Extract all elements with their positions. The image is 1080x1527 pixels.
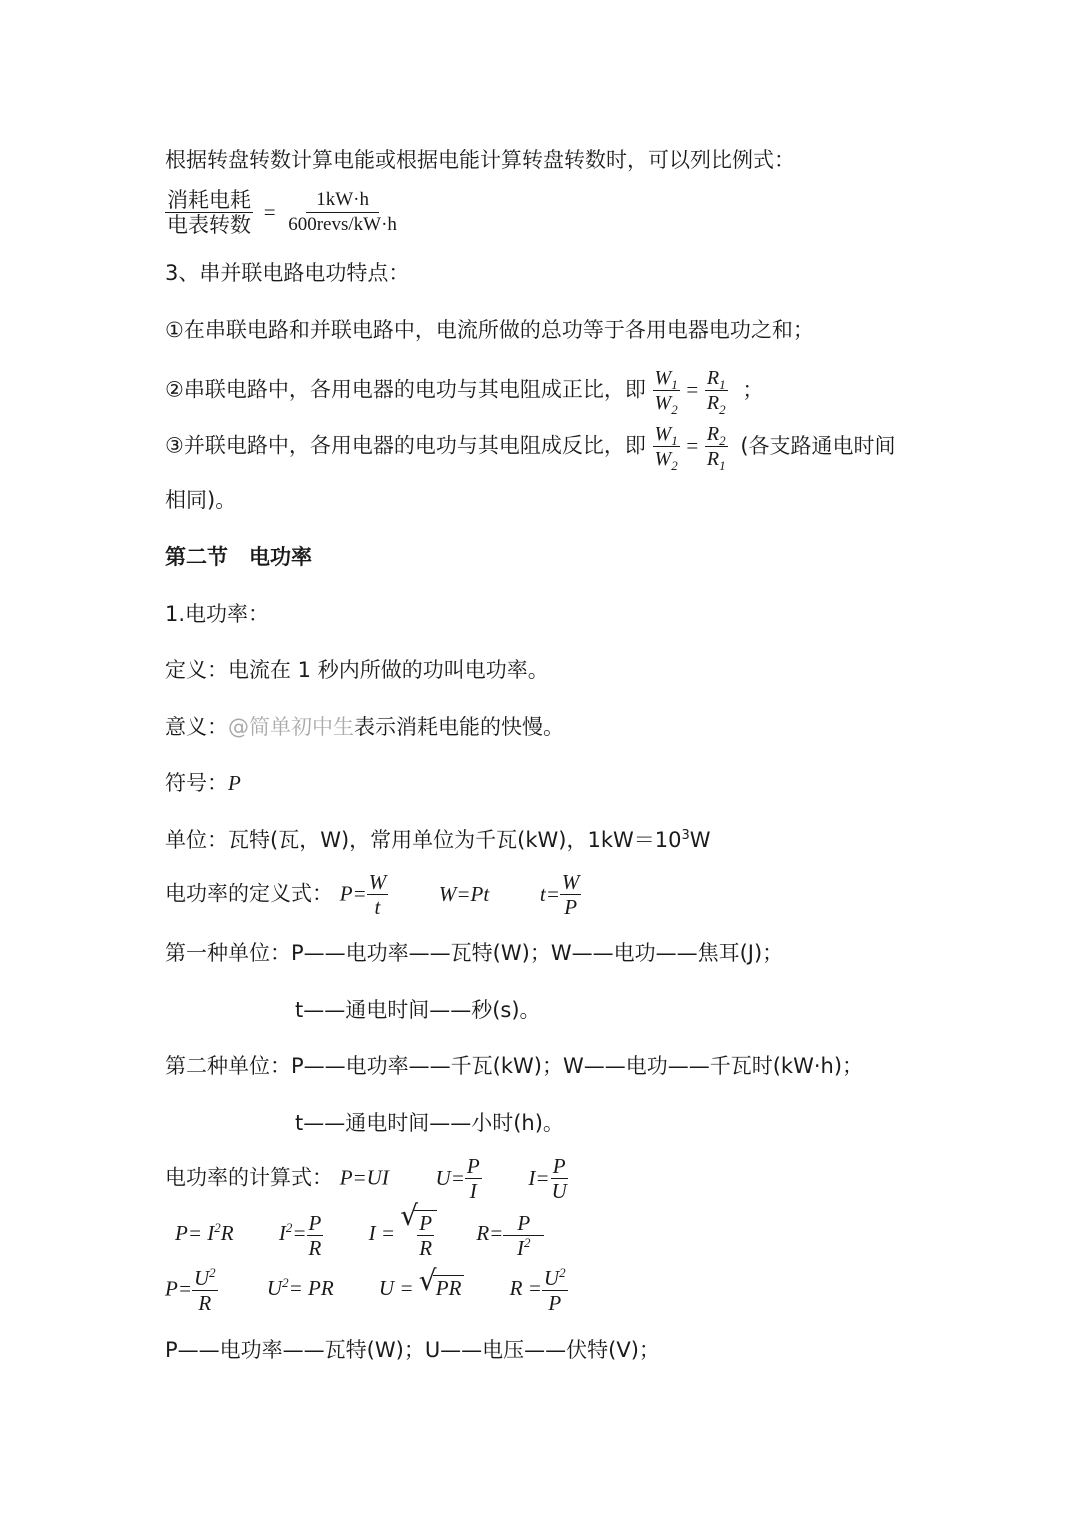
subheading-power: 1.电功率： <box>165 602 270 626</box>
point-1: ①在串联电路和并联电路中，电流所做的总功等于各用电器电功之和； <box>165 318 814 342</box>
unit: 单位：瓦特(瓦，W)，常用单位为千瓦(kW)，$1kW=10^3W$ <box>165 828 711 852</box>
ratio-left-fraction <box>165 188 253 237</box>
point-2-frac-r: $\frac{R_1}{R_2}$ <box>706 367 726 417</box>
point-2-text: ②串联电路中，各用电器的电功与其电阻成正比，即 <box>165 377 646 402</box>
ratio-right-fraction <box>286 188 399 237</box>
point-3: ③并联电路中，各用电器的电功与其电阻成反比，即 $\frac{W_1}{W_2}$ = $\frac{R_2}{R_1}$ (各支路通电时间 <box>165 423 896 473</box>
last-line: P——电功率——瓦特(W)；U——电压——伏特(V)； <box>165 1338 660 1362</box>
ratio-eq: = <box>263 199 276 224</box>
unit-system-2-time: t——通电时间——小时(h)。 <box>295 1111 564 1135</box>
watermark: @简单初中生 <box>228 715 354 739</box>
point-3-frac-w: $\frac{W_1}{W_2}$ <box>654 423 678 473</box>
ratio-right-num: 1kW·h <box>306 188 379 213</box>
ratio-formula <box>165 188 399 237</box>
calc-formula-row-3: P= $\frac{U^2}{R}$ $U^2=$ PR U = √ PR R = $\frac{U^2}{P}$ <box>165 1266 568 1315</box>
point-3-tail: (各支路通电时间 <box>740 433 896 458</box>
point-2-frac-w: $\frac{W_1}{W_2}$ <box>654 367 678 417</box>
unit-system-1-time: t——通电时间——秒(s)。 <box>295 998 541 1022</box>
definition-formula: 电功率的定义式： P= $\frac{W}{t}$ W=Pt t= $\frac{W}{P}$ <box>165 870 580 919</box>
calc-formula-row-1: 电功率的计算式： P=UI U= $\frac{P}{I}$ I= $\frac{P}{U}$ <box>165 1154 567 1203</box>
point-3-text: ③并联电路中，各用电器的电功与其电阻成反比，即 <box>165 433 646 458</box>
symbol: 符号：P <box>165 771 241 795</box>
point-3-continuation: 相同)。 <box>165 488 237 512</box>
ratio-left-num: 消耗电耗 <box>167 188 251 212</box>
unit-system-2: 第二种单位：P——电功率——千瓦(kW)；W——电功——千瓦时(kW·h)； <box>165 1054 864 1078</box>
point-3-frac-r: $\frac{R_2}{R_1}$ <box>706 423 726 473</box>
calc-formula-row-2: $P= I^2R$ $I^2=$ $\frac{P}{R}$ I = √ $\frac{P}{R}$ R= $\frac{P}{I^2}$ <box>175 1210 544 1260</box>
point-2: ②串联电路中，各用电器的电功与其电阻成正比，即 $\frac{W_1}{W_2}$ = $\frac{R_1}{R_2}$ ； <box>165 367 764 417</box>
heading-series-parallel: 3、串并联电路电功特点： <box>165 261 410 285</box>
definition: 定义：电流在 1 秒内所做的功叫电功率。 <box>165 658 549 682</box>
meaning: 意义：@简单初中生表示消耗电能的快慢。 <box>165 715 564 739</box>
ratio-right-den: 600revs/kW·h <box>288 214 397 235</box>
section-title: 第二节 电功率 <box>165 545 312 569</box>
unit-system-1: 第一种单位：P——电功率——瓦特(W)；W——电功——焦耳(J)； <box>165 941 784 965</box>
paragraph-proportion: 根据转盘转数计算电能或根据电能计算转盘转数时，可以列比例式： <box>165 148 795 172</box>
ratio-left-den: 电表转数 <box>167 213 251 237</box>
